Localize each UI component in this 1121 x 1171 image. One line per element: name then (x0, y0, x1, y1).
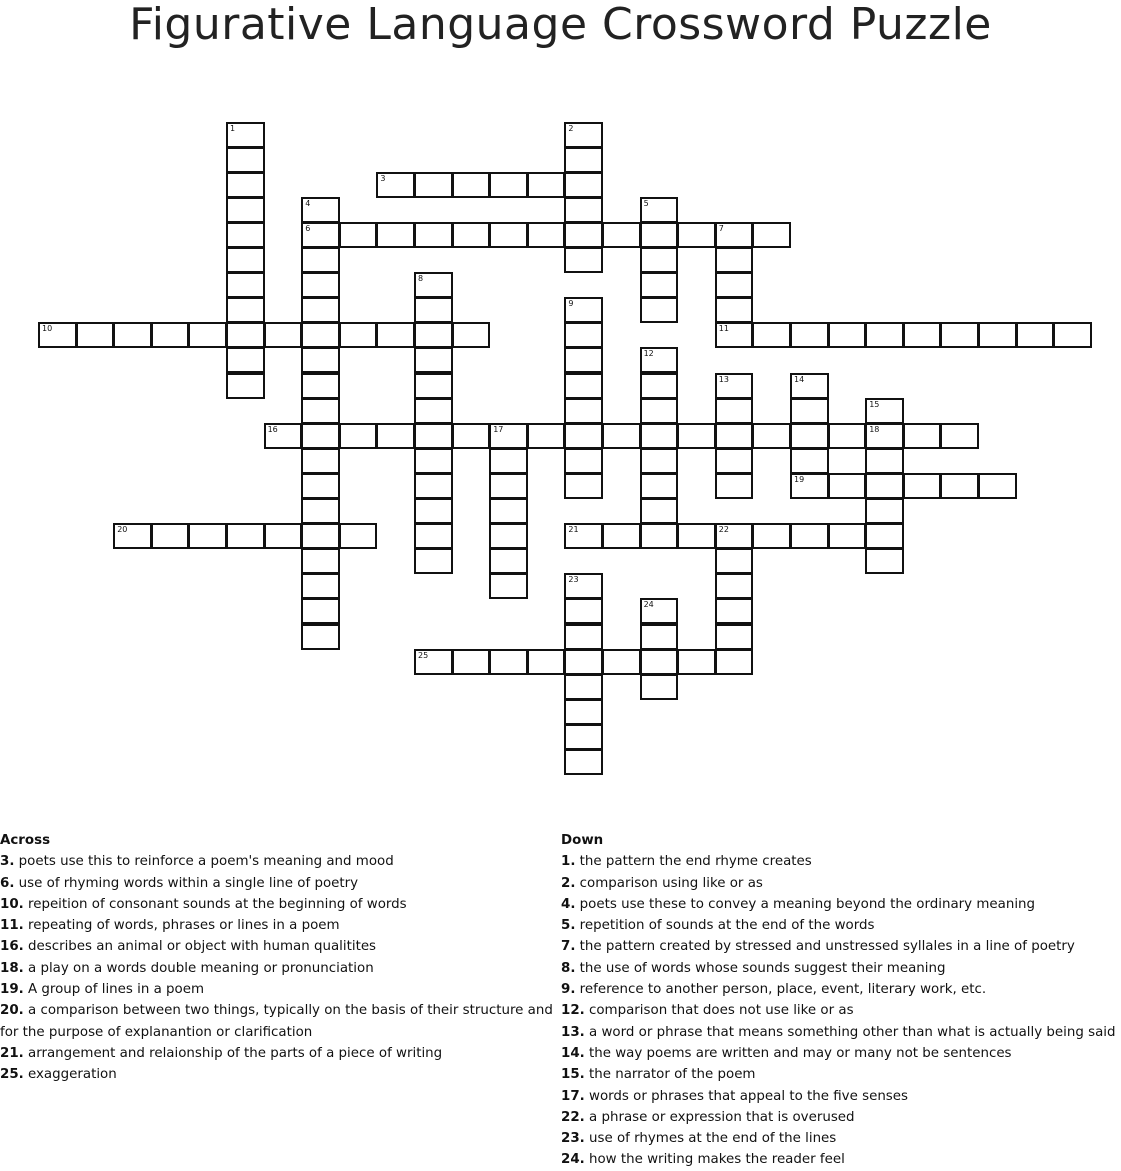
grid-cell[interactable] (489, 448, 528, 474)
grid-cell[interactable] (715, 272, 754, 298)
clue-text: poets use this to reinforce a poem's meaning and mood (14, 854, 394, 870)
grid-cell[interactable] (640, 423, 679, 449)
clue-number: 14. (561, 1045, 585, 1061)
grid-cell[interactable] (903, 423, 942, 449)
clue-number: 21. (0, 1045, 24, 1061)
cell-number: 23 (568, 575, 579, 585)
grid-cell[interactable] (414, 347, 453, 373)
clue-text: the narrator of the poem (584, 1067, 756, 1083)
grid-cell[interactable] (790, 423, 829, 449)
grid-cell[interactable] (151, 322, 190, 348)
grid-cell[interactable] (602, 222, 641, 248)
grid-cell[interactable] (865, 322, 904, 348)
grid-cell[interactable] (264, 423, 303, 449)
grid-cell[interactable] (715, 297, 754, 323)
cell-number: 4 (305, 198, 311, 208)
grid-cell[interactable] (301, 473, 340, 499)
clue-text: poets use these to convey a meaning beyond the ordinary meaning (575, 896, 1036, 912)
cell-number: 14 (794, 374, 805, 384)
clue-text: use of rhyming words within a single line of poetry (14, 875, 359, 891)
across-clue (0, 1064, 560, 1085)
down-clue (561, 936, 1121, 957)
clue-text: the pattern the end rhyme creates (575, 854, 812, 870)
grid-cell[interactable] (414, 523, 453, 549)
cell-number: 20 (117, 525, 128, 535)
grid-cell[interactable] (677, 649, 716, 675)
grid-cell[interactable] (414, 649, 453, 675)
grid-cell[interactable] (113, 322, 152, 348)
grid-cell[interactable] (226, 197, 265, 223)
grid-cell[interactable] (489, 548, 528, 574)
clue-text: repeating of words, phrases or lines in a poem (23, 918, 340, 934)
clue-number: 18. (0, 960, 24, 976)
clue-number: 4. (561, 896, 576, 912)
clue-text: the way poems are written and may or many not be sentences (584, 1045, 1012, 1061)
grid-cell[interactable] (38, 322, 77, 348)
grid-cell[interactable] (226, 147, 265, 173)
clue-number: 9. (561, 982, 576, 998)
clue-text: use of rhymes at the end of the lines (584, 1131, 837, 1147)
down-clue (561, 1149, 1121, 1170)
grid-cell[interactable] (564, 172, 603, 198)
grid-cell[interactable] (715, 649, 754, 675)
grid-cell[interactable] (301, 448, 340, 474)
cell-number: 21 (568, 525, 579, 535)
grid-cell[interactable] (564, 649, 603, 675)
grid-cell[interactable] (301, 222, 340, 248)
down-clue (561, 1086, 1121, 1107)
cell-number: 2 (568, 123, 574, 133)
grid-cell[interactable] (564, 523, 603, 549)
grid-cell[interactable] (452, 649, 491, 675)
grid-cell[interactable] (602, 649, 641, 675)
cell-number: 7 (718, 223, 724, 233)
grid-cell[interactable] (264, 523, 303, 549)
clue-text: a play on a words double meaning or pronunciation (23, 960, 374, 976)
grid-cell[interactable] (339, 523, 378, 549)
clue-number: 10. (0, 896, 24, 912)
grid-cell[interactable] (414, 423, 453, 449)
grid-cell[interactable] (715, 423, 754, 449)
clue-text: A group of lines in a poem (23, 982, 205, 998)
grid-cell[interactable] (376, 322, 415, 348)
grid-cell[interactable] (414, 473, 453, 499)
down-clue (561, 873, 1121, 894)
grid-cell[interactable] (564, 674, 603, 700)
clue-text: describes an animal or object with human qualitites (23, 939, 377, 955)
cell-number: 6 (305, 223, 311, 233)
grid-cell[interactable] (715, 247, 754, 273)
grid-cell[interactable] (677, 523, 716, 549)
grid-cell[interactable] (527, 222, 566, 248)
grid-cell[interactable] (151, 523, 190, 549)
grid-cell[interactable] (226, 297, 265, 323)
grid-cell[interactable] (489, 423, 528, 449)
grid-cell[interactable] (188, 322, 227, 348)
cell-number: 17 (493, 424, 504, 434)
grid-cell[interactable] (452, 222, 491, 248)
clue-number: 6. (0, 875, 15, 891)
grid-cell[interactable] (640, 598, 679, 624)
clue-text: the use of words whose sounds suggest their meaning (575, 960, 946, 976)
grid-cell[interactable] (414, 448, 453, 474)
cell-number: 1 (230, 123, 236, 133)
down-clue (561, 1043, 1121, 1064)
clue-number: 23. (561, 1131, 585, 1147)
grid-cell[interactable] (301, 247, 340, 273)
clue-text: a word or phrase that means something other than what is actually being said (584, 1024, 1116, 1040)
grid-cell[interactable] (414, 398, 453, 424)
grid-cell[interactable] (414, 272, 453, 298)
grid-cell[interactable] (301, 197, 340, 223)
grid-cell[interactable] (640, 398, 679, 424)
clue-text: repeition of consonant sounds at the beginning of words (23, 896, 407, 912)
grid-cell[interactable] (677, 423, 716, 449)
cell-number: 8 (418, 274, 424, 284)
clue-number: 16. (0, 939, 24, 955)
clue-text: a phrase or expression that is overused (584, 1109, 855, 1125)
cell-number: 13 (718, 374, 729, 384)
clue-number: 3. (0, 854, 15, 870)
down-clue (561, 958, 1121, 979)
across-clue-list (0, 851, 560, 1085)
grid-cell[interactable] (489, 172, 528, 198)
clue-number: 19. (0, 982, 24, 998)
grid-cell[interactable] (828, 423, 867, 449)
cell-number: 24 (643, 600, 654, 610)
grid-cell[interactable] (715, 473, 754, 499)
grid-cell[interactable] (564, 473, 603, 499)
grid-cell[interactable] (301, 573, 340, 599)
grid-cell[interactable] (940, 322, 979, 348)
grid-cell[interactable] (640, 373, 679, 399)
grid-cell[interactable] (564, 724, 603, 750)
down-clue (561, 979, 1121, 1000)
page-title: Figurative Language Crossword Puzzle (129, 0, 992, 50)
grid-cell[interactable] (226, 523, 265, 549)
grid-cell[interactable] (978, 322, 1017, 348)
clue-number: 15. (561, 1067, 585, 1083)
grid-cell[interactable] (339, 222, 378, 248)
grid-cell[interactable] (226, 247, 265, 273)
clue-number: 7. (561, 939, 576, 955)
grid-cell[interactable] (564, 197, 603, 223)
grid-cell[interactable] (564, 448, 603, 474)
clue-number: 22. (561, 1109, 585, 1125)
grid-cell[interactable] (752, 523, 791, 549)
grid-cell[interactable] (1053, 322, 1092, 348)
grid-cell[interactable] (339, 423, 378, 449)
down-clues (561, 830, 1121, 1171)
across-clue (0, 1000, 560, 1043)
clue-text: how the writing makes the reader feel (584, 1152, 845, 1168)
cell-number: 5 (643, 198, 649, 208)
clue-text: a comparison between two things, typically on the basis of their structure and for the purpose of explanantion or clarification (0, 1003, 553, 1040)
grid-cell[interactable] (790, 373, 829, 399)
across-heading: Across (0, 833, 51, 848)
grid-cell[interactable] (414, 373, 453, 399)
clue-number: 13. (561, 1024, 585, 1040)
grid-cell[interactable] (226, 347, 265, 373)
grid-cell[interactable] (376, 423, 415, 449)
grid-cell[interactable] (564, 297, 603, 323)
grid-cell[interactable] (640, 624, 679, 650)
clue-number: 2. (561, 875, 576, 891)
grid-cell[interactable] (790, 322, 829, 348)
across-clue (0, 1043, 560, 1064)
clue-text: comparison using like or as (575, 875, 763, 891)
grid-cell[interactable] (301, 347, 340, 373)
across-clue (0, 894, 560, 915)
cell-number: 3 (380, 173, 386, 183)
grid-cell[interactable] (752, 423, 791, 449)
grid-cell[interactable] (301, 548, 340, 574)
grid-cell[interactable] (564, 247, 603, 273)
grid-cell[interactable] (376, 222, 415, 248)
grid-cell[interactable] (640, 197, 679, 223)
grid-cell[interactable] (339, 322, 378, 348)
grid-cell[interactable] (301, 423, 340, 449)
down-clue-list (561, 851, 1121, 1170)
grid-cell[interactable] (564, 222, 603, 248)
grid-cell[interactable] (715, 573, 754, 599)
grid-cell[interactable] (715, 548, 754, 574)
cell-number: 10 (42, 324, 53, 334)
grid-cell[interactable] (640, 222, 679, 248)
grid-cell[interactable] (640, 247, 679, 273)
grid-cell[interactable] (865, 548, 904, 574)
grid-cell[interactable] (564, 147, 603, 173)
down-clue (561, 1064, 1121, 1085)
grid-cell[interactable] (640, 649, 679, 675)
grid-cell[interactable] (640, 347, 679, 373)
grid-cell[interactable] (564, 122, 603, 148)
grid-cell[interactable] (301, 398, 340, 424)
grid-cell[interactable] (865, 473, 904, 499)
cell-number: 12 (643, 349, 654, 359)
grid-cell[interactable] (527, 172, 566, 198)
grid-cell[interactable] (602, 423, 641, 449)
clue-text: exaggeration (23, 1067, 117, 1083)
grid-cell[interactable] (865, 423, 904, 449)
grid-cell[interactable] (865, 398, 904, 424)
clue-text: the pattern created by stressed and unstressed syllales in a line of poetry (575, 939, 1075, 955)
grid-cell[interactable] (715, 448, 754, 474)
across-clue (0, 873, 560, 894)
grid-cell[interactable] (301, 297, 340, 323)
grid-cell[interactable] (564, 749, 603, 775)
cell-number: 16 (267, 424, 278, 434)
grid-cell[interactable] (489, 573, 528, 599)
grid-cell[interactable] (564, 322, 603, 348)
grid-cell[interactable] (301, 322, 340, 348)
grid-cell[interactable] (226, 373, 265, 399)
grid-cell[interactable] (376, 172, 415, 198)
across-clues (0, 830, 560, 1086)
cell-number: 11 (718, 324, 729, 334)
grid-cell[interactable] (715, 398, 754, 424)
grid-cell[interactable] (715, 322, 754, 348)
grid-cell[interactable] (640, 674, 679, 700)
clue-text: reference to another person, place, event, literary work, etc. (575, 982, 987, 998)
grid-cell[interactable] (489, 222, 528, 248)
clue-number: 5. (561, 918, 576, 934)
clue-number: 17. (561, 1088, 585, 1104)
grid-cell[interactable] (828, 322, 867, 348)
down-clue (561, 1022, 1121, 1043)
clue-number: 25. (0, 1067, 24, 1083)
grid-cell[interactable] (865, 523, 904, 549)
grid-cell[interactable] (301, 523, 340, 549)
grid-cell[interactable] (640, 448, 679, 474)
grid-cell[interactable] (301, 373, 340, 399)
grid-cell[interactable] (640, 297, 679, 323)
grid-cell[interactable] (301, 272, 340, 298)
grid-cell[interactable] (940, 423, 979, 449)
grid-cell[interactable] (226, 322, 265, 348)
clue-number: 8. (561, 960, 576, 976)
grid-cell[interactable] (828, 473, 867, 499)
grid-cell[interactable] (715, 624, 754, 650)
grid-cell[interactable] (489, 523, 528, 549)
grid-cell[interactable] (452, 423, 491, 449)
grid-cell[interactable] (640, 272, 679, 298)
grid-cell[interactable] (226, 272, 265, 298)
grid-cell[interactable] (828, 523, 867, 549)
grid-cell[interactable] (564, 598, 603, 624)
grid-cell[interactable] (903, 322, 942, 348)
grid-cell[interactable] (301, 624, 340, 650)
clue-number: 20. (0, 1003, 24, 1019)
grid-cell[interactable] (264, 322, 303, 348)
grid-cell[interactable] (715, 523, 754, 549)
grid-cell[interactable] (76, 322, 115, 348)
clue-number: 1. (561, 854, 576, 870)
clue-text: repetition of sounds at the end of the words (575, 918, 875, 934)
clue-text: words or phrases that appeal to the five senses (584, 1088, 908, 1104)
grid-cell[interactable] (790, 473, 829, 499)
across-clue (0, 979, 560, 1000)
grid-cell[interactable] (527, 423, 566, 449)
grid-cell[interactable] (715, 598, 754, 624)
grid-cell[interactable] (489, 473, 528, 499)
clue-number: 11. (0, 918, 24, 934)
grid-cell[interactable] (527, 649, 566, 675)
clue-text: arrangement and relaionship of the parts of a piece of writing (23, 1045, 443, 1061)
grid-cell[interactable] (414, 222, 453, 248)
grid-cell[interactable] (1016, 322, 1055, 348)
down-clue (561, 1000, 1121, 1021)
grid-cell[interactable] (226, 172, 265, 198)
cell-number: 9 (568, 299, 574, 309)
grid-cell[interactable] (414, 172, 453, 198)
grid-cell[interactable] (978, 473, 1017, 499)
across-clue (0, 958, 560, 979)
grid-cell[interactable] (489, 498, 528, 524)
across-clue (0, 851, 560, 872)
grid-cell[interactable] (752, 222, 791, 248)
grid-cell[interactable] (865, 448, 904, 474)
down-clue (561, 1128, 1121, 1149)
grid-cell[interactable] (564, 373, 603, 399)
cell-number: 18 (869, 424, 880, 434)
grid-cell[interactable] (414, 548, 453, 574)
down-heading: Down (561, 833, 604, 848)
grid-cell[interactable] (226, 222, 265, 248)
grid-cell[interactable] (640, 498, 679, 524)
cell-number: 22 (718, 525, 729, 535)
grid-cell[interactable] (564, 624, 603, 650)
down-clue (561, 915, 1121, 936)
across-clue (0, 915, 560, 936)
cell-number: 25 (418, 650, 429, 660)
grid-cell[interactable] (301, 498, 340, 524)
grid-cell[interactable] (301, 598, 340, 624)
grid-cell[interactable] (452, 322, 491, 348)
clue-text: comparison that does not use like or as (584, 1003, 854, 1019)
grid-cell[interactable] (865, 498, 904, 524)
grid-cell[interactable] (414, 297, 453, 323)
grid-cell[interactable] (188, 523, 227, 549)
grid-cell[interactable] (602, 523, 641, 549)
grid-cell[interactable] (790, 398, 829, 424)
grid-cell[interactable] (564, 573, 603, 599)
grid-cell[interactable] (564, 398, 603, 424)
grid-cell[interactable] (226, 122, 265, 148)
grid-cell[interactable] (564, 347, 603, 373)
grid-cell[interactable] (414, 498, 453, 524)
grid-cell[interactable] (677, 222, 716, 248)
grid-cell[interactable] (940, 473, 979, 499)
grid-cell[interactable] (113, 523, 152, 549)
grid-cell[interactable] (790, 448, 829, 474)
grid-cell[interactable] (715, 222, 754, 248)
grid-cell[interactable] (903, 473, 942, 499)
grid-cell[interactable] (752, 322, 791, 348)
down-clue (561, 851, 1121, 872)
down-clue (561, 1107, 1121, 1128)
clue-number: 12. (561, 1003, 585, 1019)
down-clue (561, 894, 1121, 915)
grid-cell[interactable] (564, 699, 603, 725)
grid-cell[interactable] (489, 649, 528, 675)
grid-cell[interactable] (452, 172, 491, 198)
grid-cell[interactable] (715, 373, 754, 399)
cell-number: 15 (869, 399, 880, 409)
grid-cell[interactable] (564, 423, 603, 449)
across-clue (0, 936, 560, 957)
grid-cell[interactable] (640, 473, 679, 499)
cell-number: 19 (794, 474, 805, 484)
clue-number: 24. (561, 1152, 585, 1168)
grid-cell[interactable] (640, 523, 679, 549)
grid-cell[interactable] (790, 523, 829, 549)
grid-cell[interactable] (414, 322, 453, 348)
